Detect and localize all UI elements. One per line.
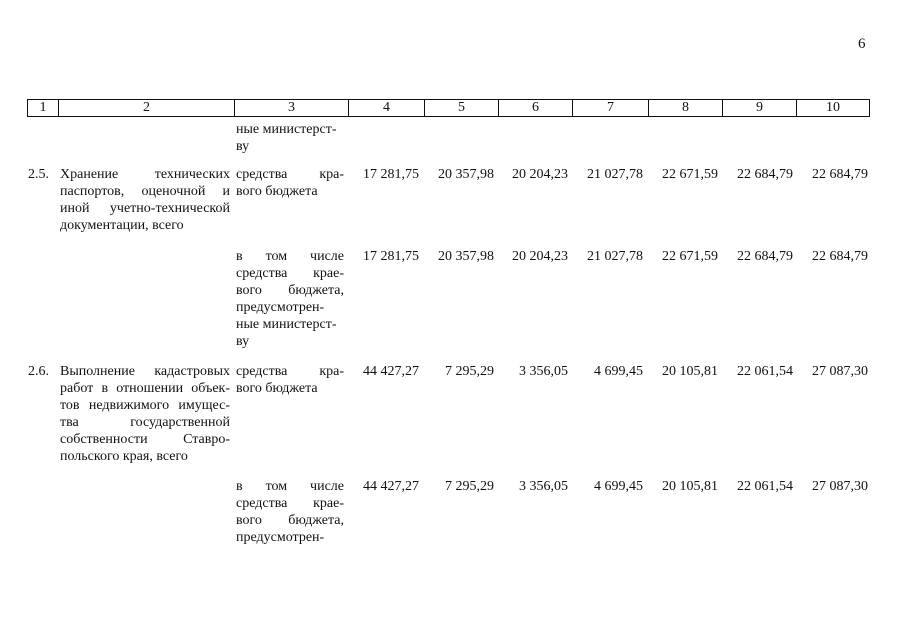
header-col-2: 2 bbox=[58, 100, 234, 116]
value-cell: 21 027,78 bbox=[587, 249, 643, 264]
value-cell: 22 671,59 bbox=[662, 167, 718, 182]
value-cell: 27 087,30 bbox=[812, 364, 868, 379]
value-cell: 7 295,29 bbox=[445, 479, 494, 494]
value-cell: 44 427,27 bbox=[363, 364, 419, 379]
text-line: средства крае- bbox=[236, 496, 344, 511]
header-col-5: 5 bbox=[424, 100, 498, 116]
row-source bbox=[236, 363, 344, 397]
value-cell: 20 204,23 bbox=[512, 167, 568, 182]
value-cell: 22 671,59 bbox=[662, 249, 718, 264]
text-line: польского края, всего bbox=[60, 449, 188, 464]
value-cell: 3 356,05 bbox=[519, 479, 568, 494]
text-line: предусмотрен- bbox=[236, 300, 325, 315]
value-cell: 17 281,75 bbox=[363, 167, 419, 182]
text-line: средства кра- bbox=[236, 364, 344, 379]
row-name bbox=[60, 363, 230, 465]
text-line: вого бюджета, bbox=[236, 283, 344, 298]
text-line: собственности Ставро- bbox=[60, 432, 230, 447]
value-cell: 27 087,30 bbox=[812, 479, 868, 494]
top-continuation-text bbox=[236, 121, 346, 155]
text-line: Выполнение кадастровых bbox=[60, 364, 230, 379]
row-source bbox=[236, 166, 344, 200]
text-line: средства кра- bbox=[236, 167, 344, 182]
text-line: документации, всего bbox=[60, 218, 184, 233]
value-cell: 20 357,98 bbox=[438, 249, 494, 264]
text-line: ные министерст- bbox=[236, 317, 337, 332]
page-number: 6 bbox=[858, 36, 866, 52]
text-line: ву bbox=[236, 139, 250, 154]
header-col-6: 6 bbox=[498, 100, 572, 116]
header-col-4: 4 bbox=[348, 100, 424, 116]
text-line: в том числе bbox=[236, 249, 344, 264]
header-col-8: 8 bbox=[648, 100, 722, 116]
value-cell: 22 061,54 bbox=[737, 364, 793, 379]
text-line: иной учетно-технической bbox=[60, 201, 230, 216]
text-line: предусмотрен- bbox=[236, 530, 325, 545]
text-line: средства крае- bbox=[236, 266, 344, 281]
header-col-9: 9 bbox=[722, 100, 796, 116]
value-cell: 22 061,54 bbox=[737, 479, 793, 494]
text-line: ные министерст- bbox=[236, 122, 337, 137]
row-sub-source bbox=[236, 478, 344, 546]
value-cell: 7 295,29 bbox=[445, 364, 494, 379]
value-cell: 20 204,23 bbox=[512, 249, 568, 264]
header-col-1: 1 bbox=[39, 100, 47, 115]
row-number: 2.5. bbox=[28, 167, 49, 182]
value-cell: 20 357,98 bbox=[438, 167, 494, 182]
text-line: вого бюджета bbox=[236, 184, 318, 199]
header-col-10: 10 bbox=[796, 100, 869, 116]
value-cell: 4 699,45 bbox=[594, 364, 643, 379]
row-sub-source bbox=[236, 248, 344, 350]
text-line: работ в отношении объек- bbox=[60, 381, 230, 396]
value-cell: 17 281,75 bbox=[363, 249, 419, 264]
text-line: тва государственной bbox=[60, 415, 230, 430]
value-cell: 44 427,27 bbox=[363, 479, 419, 494]
table-header bbox=[27, 99, 870, 117]
text-line: паспортов, оценочной и bbox=[60, 184, 230, 199]
text-line: вого бюджета bbox=[236, 381, 318, 396]
text-line: ву bbox=[236, 334, 250, 349]
value-cell: 22 684,79 bbox=[737, 167, 793, 182]
value-cell: 21 027,78 bbox=[587, 167, 643, 182]
value-cell: 3 356,05 bbox=[519, 364, 568, 379]
row-name bbox=[60, 166, 230, 234]
value-cell: 20 105,81 bbox=[662, 364, 718, 379]
value-cell: 22 684,79 bbox=[812, 167, 868, 182]
header-col-7: 7 bbox=[572, 100, 648, 116]
value-cell: 22 684,79 bbox=[812, 249, 868, 264]
row-number: 2.6. bbox=[28, 364, 49, 379]
value-cell: 20 105,81 bbox=[662, 479, 718, 494]
value-cell: 4 699,45 bbox=[594, 479, 643, 494]
text-line: вого бюджета, bbox=[236, 513, 344, 528]
value-cell: 22 684,79 bbox=[737, 249, 793, 264]
header-col-3: 3 bbox=[234, 100, 348, 116]
text-line: Хранение технических bbox=[60, 167, 230, 182]
text-line: тов недвижимого имущес- bbox=[60, 398, 230, 413]
text-line: в том числе bbox=[236, 479, 344, 494]
